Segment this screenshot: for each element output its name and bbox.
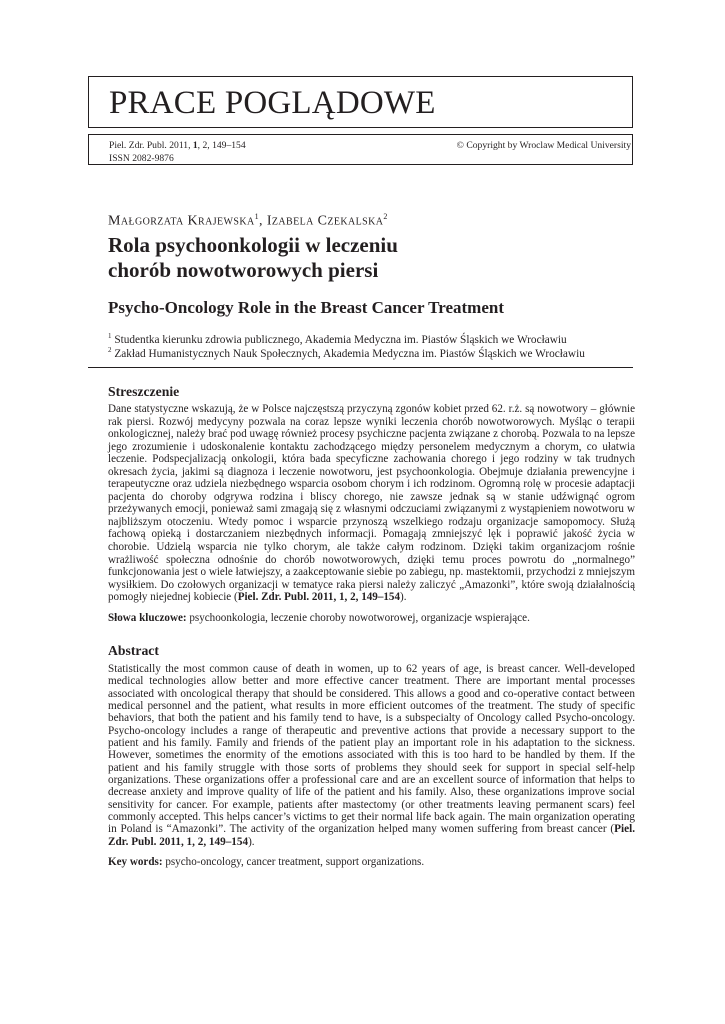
author-separator: , [259, 213, 267, 229]
keywords-label: Key words: [108, 856, 163, 869]
abstract-end: ). [400, 591, 407, 604]
keywords-label: Słowa kluczowe: [108, 611, 187, 624]
article-title-polish [108, 233, 568, 283]
affiliation-mark: 2 [108, 346, 112, 354]
section-title: PRACE POGLĄDOWE [109, 85, 436, 121]
divider [88, 367, 633, 368]
author-name: Małgorzata Krajewska [108, 213, 255, 229]
author-affiliation-mark: 1 [254, 212, 259, 221]
article-title-english: Psycho-Oncology Role in the Breast Cancer Treatment [108, 298, 504, 317]
abstract-english [108, 643, 635, 868]
affiliation-text: Zakład Humanistycznych Nauk Społecznych, Akademia Medyczna im. Piastów Śląskich we Wrocławiu [111, 347, 585, 360]
author-name: Izabela Czekalska [266, 213, 384, 229]
citation-volume: 1 [192, 140, 198, 151]
issn: ISSN 2082-9876 [109, 152, 174, 164]
keywords [108, 612, 635, 624]
citation-reference: Piel. Zdr. Publ. 2011, 1, 2, 149–154 [237, 591, 401, 604]
citation-box [88, 134, 633, 165]
section-header-box [88, 76, 633, 128]
keywords [108, 856, 635, 868]
citation-reference: Piel. Zdr. Publ. 2011, 1, 2, 149–154 [108, 823, 635, 848]
abstract-text: Dane statystyczne wskazują, że w Polsce najczęstszą przyczyną zgonów kobiet przed 62. r.ż. są nowotwory – głównie rak piersi. Rozwój medycyny pozwala na coraz lepsze wyniki leczenia chorób nowotworowych. Myśląc o terapii onkologicznej, należy brać pod uwagę również procesy psychiczne pacjenta związane z chorobą. Pozwala to na lepsze jego zrozumienie i udoskonalenie kontaktu zachodzącego między personelem medycznym a chorym, co ułatwia leczenie. Podspecjalizacją onkologii, która bada specyficzne zachowania chorego i jego rodziny w tak trudnych okresach życia, jakimi są diagnoza i leczenie nowotworu, jest psychoonkologia. Obejmuje działania prewencyjne i terapeutyczne oraz udziela niezbędnego wsparcia osobom chorym i ich rodzinom. Ogromną rolę w procesie adaptacji pacjenta do choroby odgrywa rodzina i bliscy chorego, nie zawsze jednak są w stanie udźwignąć ogrom przeżywanych emocji, ponieważ sami zmagają się z własnymi odczuciami związanymi z wystąpieniem nowotworu w najbliższym otoczeniu. Wtedy pomoc i wsparcie przynoszą wszelkiego rodzaju organizacje samopomocy. Służą fachową opieką i dostarczaniem niezbędnych informacji. Pomagają zmniejszyć lęk i poprawić jakość życia w chorobie. Udzielą wsparcia nie tylko chorym, ale także całym rodzinom. Dzięki takim organizacjom rośnie wrażliwość społeczna odnośnie do chorób nowotworowych, dzięki temu proces powrotu do „normalnego” funkcjonowania jest o wiele łatwiejszy, a zaakceptowanie siebie po zabiegu, np. mastektomii, przychodzi z mniejszym wysiłkiem. Do czołowych organizacji w tematyce raka piersi należy zaliczyć „Amazonki”, które swoją działalnością pomogły niejednej kobiecie ( [108, 403, 635, 604]
copyright-note: © Copyright by Wroclaw Medical University [456, 140, 631, 151]
abstract-text: Statistically the most common cause of death in women, up to 62 years of age, is breast cancer. Well-developed medical technologies allow better and more effective cancer treatment. There are important mental processes associated with oncological therapy that should be considered. This allows a good and co-operative contact between medical personnel and the patient, what results in more efficient outcomes of the treatment. The study of specific behaviors, that both the patient and his family tend to have, is a subspecialty of Oncology called Psycho-oncology. Psycho-oncology includes a range of therapeutic and preventive actions that provide a necessary support to the patient and his family. Family and friends of the patient play an important role in his adaptation to the sickness. However, sometimes the enormity of the emotions associated with this is too hard to be handled by them. If the patient and his family struggle with those sorts of problems they should seek for support in special self-help organizations. These organizations offer a professional care and are an excellent source of information that helps to decrease anxiety and improve quality of life of the patient and his family. Also, these organizations improve social sensitivity for cancer. For example, patients after mastectomy (or other treatments leaving permanent scars) feel commonly accepted. This helps cancer’s victims to get their normal life back again. The main organization operating in Poland is “Amazonki”. The activity of the organization helped many women suffering from breast cancer ( [108, 663, 635, 836]
citation-prefix: Piel. Zdr. Publ. 2011, [109, 140, 193, 151]
affiliation-text: Studentka kierunku zdrowia publicznego, Akademia Medyczna im. Piastów Śląskich we Wrocławiu [111, 333, 567, 346]
section-heading: Abstract [108, 643, 159, 658]
citation-line [109, 140, 246, 153]
author-list [108, 212, 388, 230]
abstract-body [108, 663, 635, 848]
keywords-text: psychoonkologia, leczenie choroby nowotworowej, organizacje wspierające. [186, 611, 530, 624]
affiliation [108, 346, 585, 360]
citation-suffix: , 2, 149–154 [197, 140, 246, 151]
keywords-text: psycho-oncology, cancer treatment, support organizations. [162, 856, 425, 869]
title-line: Rola psychoonkologii w leczeniu [108, 233, 398, 257]
affiliation [108, 332, 567, 346]
affiliation-mark: 1 [108, 332, 112, 340]
abstract-body [108, 403, 635, 604]
author-affiliation-mark: 2 [383, 212, 388, 221]
abstract-end: ). [248, 835, 255, 848]
abstract-polish [108, 384, 635, 624]
title-line: chorób nowotworowych piersi [108, 258, 379, 282]
section-heading: Streszczenie [108, 384, 180, 399]
citation-info [109, 140, 246, 165]
